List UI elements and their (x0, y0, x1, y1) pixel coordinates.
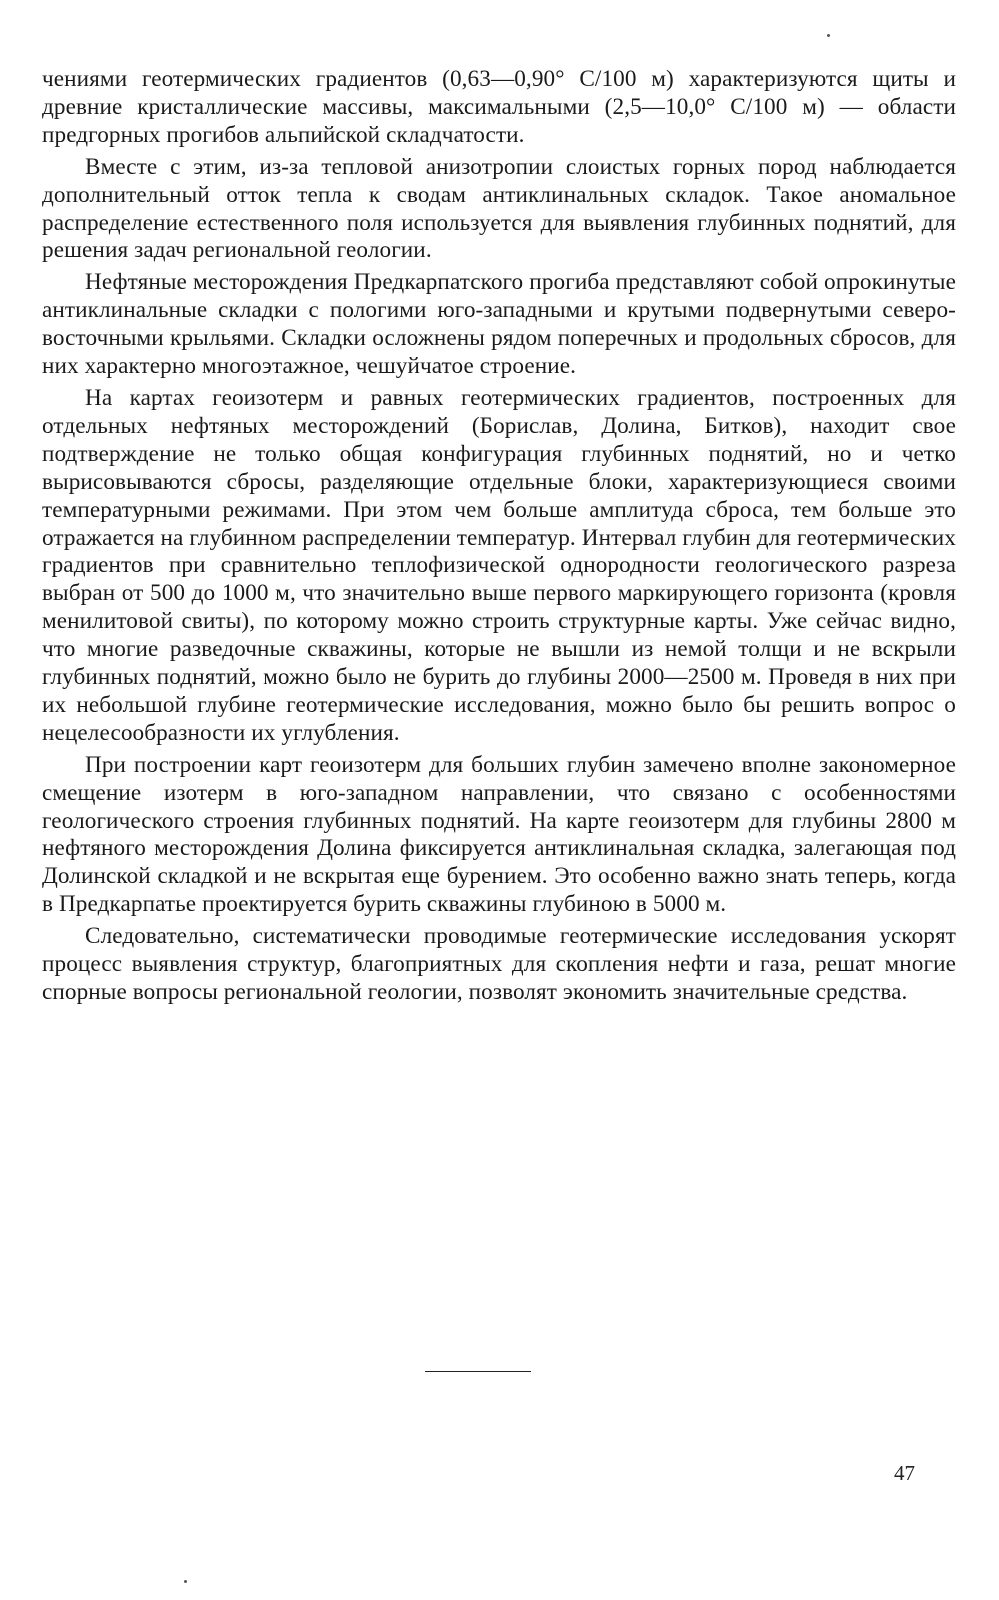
paragraph-anisotropy: Вместе с этим, из-за тепловой анизотропии слоистых горных пород наблюдается дополнительный отток тепла к сводам антиклинальных складок. Такое аномальное распределение естественного поля используется для выявления глубинных поднятий, для решения задач региональной геологии. (42, 153, 956, 264)
print-speck (827, 34, 830, 37)
paragraph-oil-fields: Нефтяные месторождения Предкарпатского прогиба представляют собой опрокинутые антиклинальные складки с пологими юго-западными и крутыми подвернутыми северо-восточными крыльями. Складки осложнены рядом поперечных и продольных сбросов, для них характерно многоэтажное, чешуйчатое строение. (42, 269, 956, 380)
page-number: 47 (894, 1461, 915, 1485)
paragraph-continuation: чениями геотермических градиентов (0,63—0,90° C/100 м) характеризуются щиты и древние кристаллические массивы, максимальными (2,5—10,0° C/100 м) — области предгорных прогибов альпийской складчатости. (42, 66, 956, 148)
page-body (42, 66, 956, 1007)
paragraph-geoisotherm-maps: На картах геоизотерм и равных геотермических градиентов, построенных для отдельных нефтяных месторождений (Борислав, Долина, Битков), находит свое подтверждение не только общая конфигурация глубинных поднятий, но и четко вырисовываются сбросы, разделяющие отдельные блоки, характеризующиеся своими температурными режимами. При этом чем больше амплитуда сброса, тем больше это отражается на глубинном распределении температур. Интервал глубин для геотермических градиентов при сравнительно теплофизической однородности геологического разреза выбран от 500 до 1000 м, что значительно выше первого маркирующего горизонта (кровля менилитовой свиты), по которому можно строить структурные карты. Уже сейчас видно, что многие разведочные скважины, которые не вышли из немой толщи и не вскрыли глубинных поднятий, можно было не бурить до глубины 2000—2500 м. Проведя в них при их небольшой глубине геотермические исследования, можно было бы решить вопрос о нецелесообразности их углубления. (42, 384, 956, 746)
section-end-rule (425, 1371, 531, 1372)
print-speck (184, 1580, 187, 1583)
paragraph-deep-isotherms: При построении карт геоизотерм для больших глубин замечено вполне закономерное смещение изотерм в юго-западном направлении, что связано с особенностями геологического строения глубинных поднятий. На карте геоизотерм для глубины 2800 м нефтяного месторождения Долина фиксируется антиклинальная складка, залегающая под Долинской складкой и не вскрытая еще бурением. Это особенно важно знать теперь, когда в Предкарпатье проектируется бурить скважины глубиною в 5000 м. (42, 751, 956, 918)
paragraph-conclusion: Следовательно, систематически проводимые геотермические исследования ускорят процесс выявления структур, благоприятных для скопления нефти и газа, решат многие спорные вопросы региональной геологии, позволят экономить значительные средства. (42, 923, 956, 1005)
